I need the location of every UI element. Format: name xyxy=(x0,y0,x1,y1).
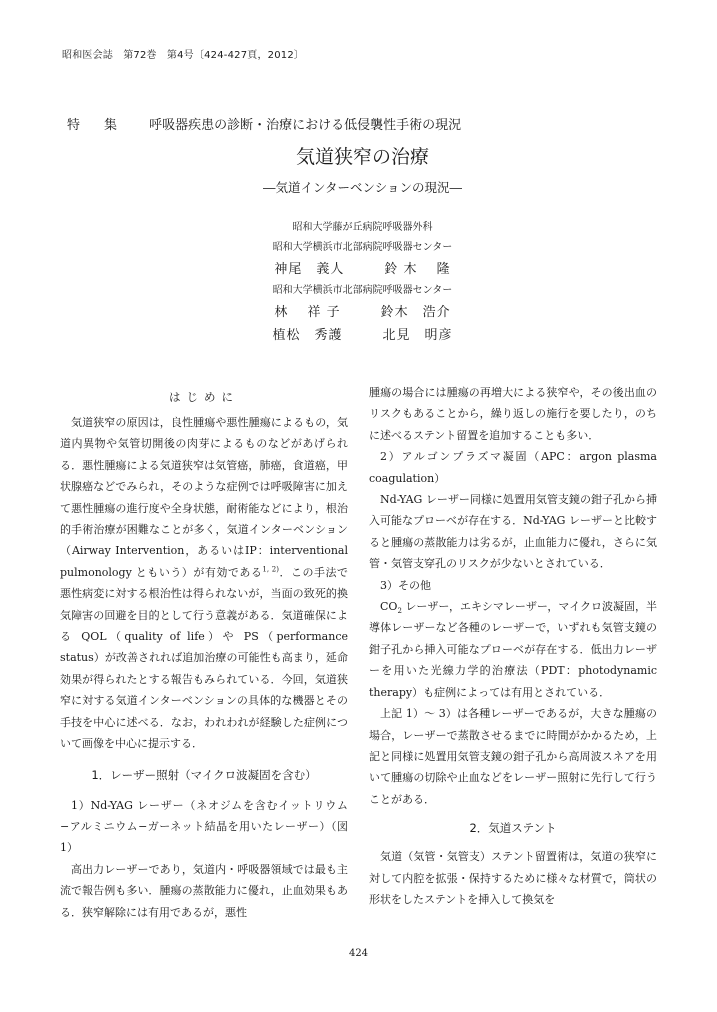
author-name: 鈴 木 隆 xyxy=(384,262,451,277)
subsection-heading: 3）その他 xyxy=(380,578,431,592)
article-subtitle: ―気道インターベンションの現況― xyxy=(263,180,462,195)
journal-header: 昭和医会誌 第72巻 第4号〔424-427頁，2012〕 xyxy=(62,50,305,61)
body-paragraph: 上記 1）〜 3）は各種レーザーであるが，大きな腫瘍の場合，レーザーで蒸散させるまでに時間がかかるため，上記と同様に処置用気管支鏡の鉗子孔から高周波スネアを用いて腫瘍の切除や止血などをレーザー照射に先行して行うことがある． xyxy=(369,707,657,806)
affiliation: 昭和大学横浜市北部病院呼吸器センター xyxy=(272,242,453,253)
affiliation: 昭和大学藤が丘病院呼吸器外科 xyxy=(292,222,433,233)
affiliation: 昭和大学横浜市北部病院呼吸器センター xyxy=(272,285,453,296)
author-row xyxy=(8,301,717,324)
author-block xyxy=(0,218,717,347)
author-name: 北見 明彦 xyxy=(382,328,453,343)
intro-paragraph: 気道狭窄の原因は，良性腫瘍や悪性腫瘍によるもの，気道内異物や気管切開後の肉芽によるものなどがあげられる．悪性腫瘍による気道狭窄は気管癌，肺癌，食道癌，甲状腺癌などでみられ，そのような症例では呼吸障害に加えて悪性腫瘍の進行度や全身状態，耐術能などにより，根治的手術治療が困難なことが多く，気道インターベンション（Airway Intervention，あるいはIP：interventional pulmonology ともいう）が有効である$^{1, 2)}$．この手法で悪性病変に対する根治性は得られないが，当面の致死的換気障害の回避を目的として行う意義がある．気道確保による QOL（quality of life）や PS（performance status）が改善されれば追加治療の可能性も高まり，延命効果が得られたとする報告もみられている．今回，気道狭窄に対する気道インターベンションの具体的な機器とその手技を中心に述べる．なお，われわれが経験した症例について画像を中心に提示する． xyxy=(60,416,349,751)
special-feature-text: 呼吸器疾患の診断・治療における低侵襲性手術の現況 xyxy=(149,118,462,133)
intro-heading: はじめに xyxy=(169,390,239,404)
page-number: 424 xyxy=(348,948,369,959)
body-paragraph: 気道（気管・気管支）ステント留置術は，気道の狭窄に対して内腔を拡張・保持するために様々な材質で，筒状の形状をしたステントを挿入して換気を xyxy=(369,850,657,906)
author-name: 植松 秀護 xyxy=(272,328,343,343)
body-paragraph: $CO_2$ レーザー，エキシマレーザー，マイクロ波凝固，半導体レーザーなど各種のレーザーで，いずれも気管支鏡の鉗子孔から挿入可能なプローベが存在する．低出力レーザーを用いた光線力学的治療法（PDT：photodynamic therapy）も症例によっては有用とされている． xyxy=(369,600,657,699)
section-1-heading: 1．レーザー照射（マイクロ波凝固を含む） xyxy=(91,767,317,782)
article-title: 気道狭窄の治療 xyxy=(295,146,429,168)
subsection-heading: 2）アルゴンプラズマ凝固（APC：argon plasma coagulation） xyxy=(369,450,657,485)
author-name: 林 祥 子 xyxy=(274,305,341,320)
body-paragraph: 腫瘍の場合には腫瘍の再増大による狭窄や，その後出血のリスクもあることから，繰り返しの施行を要したり，のちに述べるステント留置を追加することも多い． xyxy=(369,386,657,442)
body-paragraph: Nd-YAG レーザー同様に処置用気管支鏡の鉗子孔から挿入可能なプローベが存在する．Nd-YAG レーザーと比較すると腫瘍の蒸散能力は劣るが，止血能力に優れ，さらに気管・気管支穿孔のリスクが少ないとされている． xyxy=(369,493,657,571)
right-column xyxy=(369,382,657,910)
body-paragraph: 高出力レーザーであり，気道内・呼吸器領域では最も主流で報告例も多い．腫瘍の蒸散能力に優れ，止血効果もある．狭窄解除には有用であるが，悪性 xyxy=(60,862,348,919)
special-feature-label: 特集 xyxy=(67,118,142,133)
left-column xyxy=(60,382,348,923)
author-name: 鈴木 浩介 xyxy=(380,305,451,320)
subsection-heading: 1）Nd-YAG レーザー（ネオジムを含むイットリウム−アルミニウム−ガーネット結晶を用いたレーザー）（図 1） xyxy=(60,798,348,855)
author-name: 神尾 義人 xyxy=(274,262,345,277)
citation: 1, 2) xyxy=(262,565,279,574)
special-feature xyxy=(67,114,461,133)
author-row xyxy=(8,258,717,281)
section-2-heading: 2．気道ステント xyxy=(469,821,557,836)
author-row xyxy=(8,324,717,347)
